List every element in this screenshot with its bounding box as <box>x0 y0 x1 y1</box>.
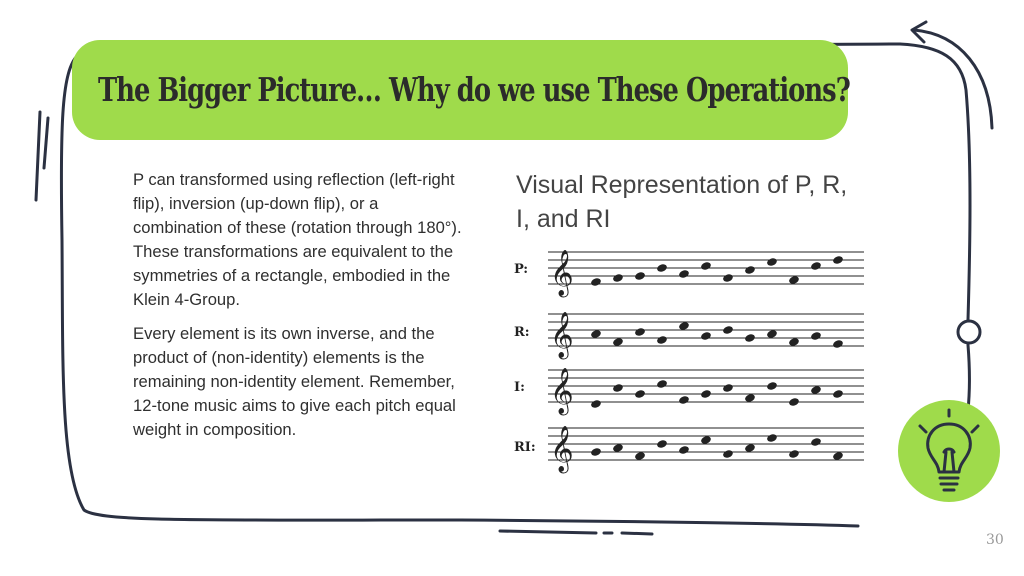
body-text <box>133 168 468 452</box>
note-head <box>832 339 844 349</box>
note-head <box>722 273 734 283</box>
note-head <box>810 261 822 271</box>
treble-clef-icon: 𝄞 <box>550 250 574 296</box>
staff-label-r: R: <box>514 325 530 340</box>
note-head <box>744 265 756 275</box>
note-head <box>700 389 712 399</box>
treble-clef-icon: 𝄞 <box>550 312 574 358</box>
note-head <box>744 393 756 403</box>
note-head <box>700 261 712 271</box>
note-head <box>832 389 844 399</box>
note-head <box>590 447 602 457</box>
note-head <box>656 379 668 389</box>
note-head <box>656 263 668 273</box>
music-staves <box>512 246 872 486</box>
note-head <box>590 277 602 287</box>
note-head <box>766 257 778 267</box>
note-head <box>634 451 646 461</box>
note-head <box>590 399 602 409</box>
note-head <box>678 445 690 455</box>
note-head <box>678 395 690 405</box>
note-head <box>810 385 822 395</box>
note-head <box>788 275 800 285</box>
note-head <box>700 435 712 445</box>
note-head <box>678 269 690 279</box>
note-head <box>612 273 624 283</box>
note-head <box>656 439 668 449</box>
treble-clef-icon: 𝄞 <box>550 368 574 414</box>
paragraph-2: Every element is its own inverse, and the product of (non-identity) elements is the remaining non-identity element. Remember, 12-tone music aims to give each pitch equal weight in composition. <box>133 324 456 439</box>
note-head <box>634 389 646 399</box>
staff-label-ri: RI: <box>514 440 536 455</box>
visual-heading: Visual Representation of P, R, I, and RI <box>516 171 848 233</box>
note-head <box>744 443 756 453</box>
page-number: 30 <box>986 532 1004 548</box>
note-head <box>788 397 800 407</box>
note-head <box>832 451 844 461</box>
note-head <box>612 337 624 347</box>
note-head <box>634 271 646 281</box>
note-head <box>788 449 800 459</box>
note-head <box>810 331 822 341</box>
note-head <box>612 383 624 393</box>
paragraph-1: P can transformed using reflection (left-right flip), inversion (up-down flip), or a combination of these (rotation through 180°). These transformations are equivalent to the symmetries of a rectangle, embodied in the Klein 4-Group. <box>133 170 462 309</box>
note-head <box>832 255 844 265</box>
note-head <box>612 443 624 453</box>
note-head <box>700 331 712 341</box>
staff-label-i: I: <box>514 380 525 395</box>
note-head <box>744 333 756 343</box>
note-head <box>722 449 734 459</box>
note-head <box>766 329 778 339</box>
note-head <box>678 321 690 331</box>
note-head <box>722 383 734 393</box>
note-head <box>722 325 734 335</box>
note-head <box>634 327 646 337</box>
treble-clef-icon: 𝄞 <box>550 426 574 472</box>
staff-label-p: P: <box>514 262 529 277</box>
note-head <box>656 335 668 345</box>
note-head <box>810 437 822 447</box>
note-head <box>766 381 778 391</box>
note-head <box>788 337 800 347</box>
slide-title: The Bigger Picture… Why do we use These Operations? <box>98 70 850 109</box>
note-head <box>766 433 778 443</box>
note-head <box>590 329 602 339</box>
lightbulb-icon <box>906 402 992 498</box>
